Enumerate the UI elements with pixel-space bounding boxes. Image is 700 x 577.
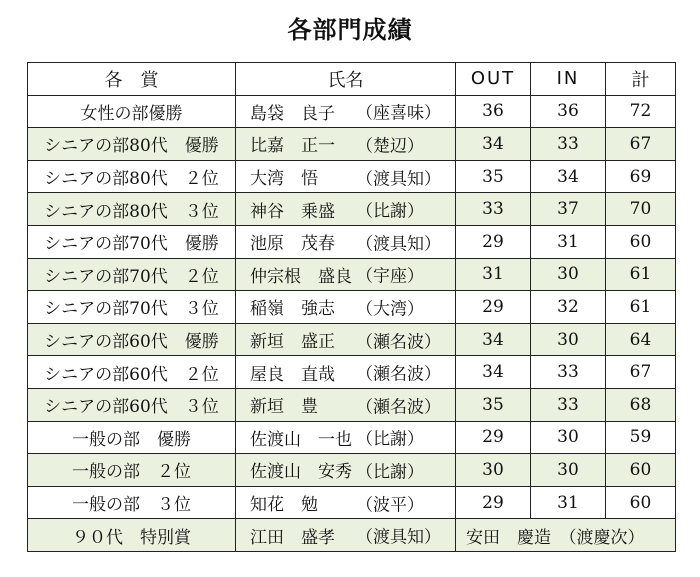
award-cell: シニアの部70代 優勝 — [28, 225, 236, 258]
in-score-cell: 37 — [531, 193, 606, 226]
total-score-cell: 70 — [606, 193, 676, 226]
award-cell: シニアの部80代 優勝 — [28, 128, 236, 161]
out-score-cell: 29 — [456, 291, 531, 324]
player-name: 屋良 直哉 — [250, 364, 335, 385]
table-row — [28, 225, 676, 258]
total-score-cell: 68 — [606, 388, 676, 421]
total-score-cell: 61 — [606, 258, 676, 291]
award-cell: シニアの部80代 ３位 — [28, 193, 236, 226]
player-club: （比謝） — [356, 462, 424, 483]
player-club: （宇座） — [356, 266, 424, 287]
player-club: （座喜味） — [356, 103, 441, 124]
player-name: 稲嶺 強志 — [250, 299, 335, 320]
player-club: （瀬名波） — [356, 364, 441, 385]
total-score-cell: 60 — [606, 225, 676, 258]
award-cell: シニアの部80代 ２位 — [28, 160, 236, 193]
in-score-cell: 30 — [531, 258, 606, 291]
table-row — [28, 160, 676, 193]
award-cell: 一般の部 ３位 — [28, 486, 236, 519]
player-club: （波平） — [356, 495, 424, 516]
name-cell — [236, 225, 456, 258]
in-score-cell: 30 — [531, 421, 606, 454]
name-cell — [236, 421, 456, 454]
in-score-cell: 34 — [531, 160, 606, 193]
out-score-cell: 33 — [456, 193, 531, 226]
player-club: （渡具知） — [356, 234, 441, 255]
out-score-cell: 34 — [456, 128, 531, 161]
total-score-cell: 67 — [606, 356, 676, 389]
player-club: （瀬名波） — [356, 332, 441, 353]
out-score-cell: 35 — [456, 388, 531, 421]
total-score-cell: 67 — [606, 128, 676, 161]
in-score-cell: 31 — [531, 225, 606, 258]
table-row — [28, 486, 676, 519]
out-score-cell: 29 — [456, 486, 531, 519]
name-cell — [236, 486, 456, 519]
special-award-row — [28, 519, 676, 552]
name-cell — [236, 454, 456, 487]
name-cell — [236, 356, 456, 389]
total-score-cell: 59 — [606, 421, 676, 454]
award-cell: シニアの部60代 ２位 — [28, 356, 236, 389]
player-name: 新垣 盛正 — [250, 332, 335, 353]
out-score-cell: 34 — [456, 356, 531, 389]
player-name: 比嘉 正一 — [250, 136, 335, 157]
out-score-cell: 30 — [456, 454, 531, 487]
total-score-cell: 69 — [606, 160, 676, 193]
out-score-cell: 29 — [456, 225, 531, 258]
player-name: 神谷 乗盛 — [250, 201, 335, 222]
name-cell — [236, 323, 456, 356]
player-name: 大湾 悟 — [250, 169, 318, 190]
in-score-cell: 33 — [531, 356, 606, 389]
player-name: 佐渡山 安秀 — [250, 462, 352, 483]
player-name: 知花 勉 — [250, 495, 318, 516]
player-club: （瀬名波） — [356, 397, 441, 418]
out-score-cell: 36 — [456, 95, 531, 128]
player-name: 島袋 良子 — [250, 103, 335, 124]
award-cell: シニアの部60代 優勝 — [28, 323, 236, 356]
header-award: 各 賞 — [28, 63, 236, 96]
name-cell — [236, 160, 456, 193]
table-row — [28, 356, 676, 389]
in-score-cell: 30 — [531, 454, 606, 487]
name-cell — [236, 128, 456, 161]
table-row — [28, 323, 676, 356]
table-row — [28, 454, 676, 487]
table-row — [28, 128, 676, 161]
table-row — [28, 421, 676, 454]
player-name: 江田 盛孝 — [250, 527, 335, 548]
name-cell — [236, 95, 456, 128]
player-club: （大湾） — [356, 299, 424, 320]
page-title: 各部門成績 — [287, 15, 413, 44]
total-score-cell: 60 — [606, 454, 676, 487]
in-score-cell: 30 — [531, 323, 606, 356]
out-score-cell: 29 — [456, 421, 531, 454]
in-score-cell: 31 — [531, 486, 606, 519]
award-cell: シニアの部70代 ２位 — [28, 258, 236, 291]
total-score-cell: 61 — [606, 291, 676, 324]
header-name: 氏名 — [236, 63, 456, 96]
table-row — [28, 95, 676, 128]
header-total: 計 — [606, 63, 676, 96]
header-in: IN — [531, 63, 606, 96]
player-name: 佐渡山 一也 — [250, 429, 352, 450]
total-score-cell: 72 — [606, 95, 676, 128]
award-cell: シニアの部60代 ３位 — [28, 388, 236, 421]
table-row — [28, 291, 676, 324]
special-award-label: ９０代 特別賞 — [28, 519, 236, 552]
award-cell: 一般の部 優勝 — [28, 421, 236, 454]
table-row — [28, 193, 676, 226]
out-score-cell: 35 — [456, 160, 531, 193]
player-name: 仲宗根 盛良 — [250, 266, 352, 287]
in-score-cell: 33 — [531, 388, 606, 421]
name-cell — [236, 258, 456, 291]
out-score-cell: 31 — [456, 258, 531, 291]
player-name: 池原 茂春 — [250, 234, 335, 255]
name-cell — [236, 291, 456, 324]
total-score-cell: 64 — [606, 323, 676, 356]
header-out: OUT — [456, 63, 531, 96]
table-row — [28, 388, 676, 421]
special-award-second-winner: 安田 慶造 （渡慶次） — [456, 519, 676, 552]
award-cell: 女性の部優勝 — [28, 95, 236, 128]
table-row — [28, 258, 676, 291]
player-club: （楚辺） — [356, 136, 424, 157]
header-row — [28, 63, 676, 96]
total-score-cell: 60 — [606, 486, 676, 519]
in-score-cell: 36 — [531, 95, 606, 128]
in-score-cell: 33 — [531, 128, 606, 161]
player-club: （渡具知） — [356, 527, 441, 548]
name-cell — [236, 193, 456, 226]
player-club: （渡具知） — [356, 169, 441, 190]
in-score-cell: 32 — [531, 291, 606, 324]
award-cell: 一般の部 ２位 — [28, 454, 236, 487]
special-award-winner — [236, 519, 456, 552]
results-table — [27, 62, 676, 552]
player-club: （比謝） — [356, 429, 424, 450]
player-club: （比謝） — [356, 201, 424, 222]
name-cell — [236, 388, 456, 421]
player-name: 新垣 豊 — [250, 397, 318, 418]
out-score-cell: 34 — [456, 323, 531, 356]
award-cell: シニアの部70代 ３位 — [28, 291, 236, 324]
